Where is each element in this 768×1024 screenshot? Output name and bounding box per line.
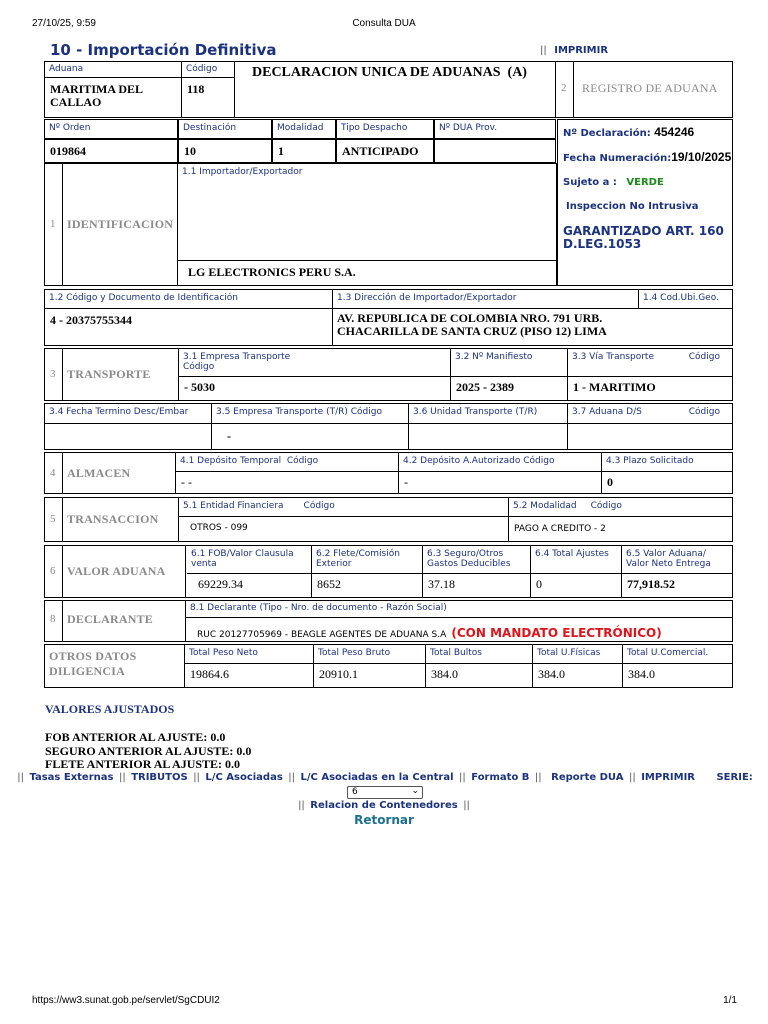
declarante-num-cell [45,601,63,641]
empresa-label [179,349,450,375]
unidad-label-cell [409,404,568,424]
valor-total-label-cell [622,546,732,574]
reporte-dua-link[interactable]: Reporte DUA [551,772,624,783]
empresa-label-cell [179,349,451,377]
fisicas-label: Total U.Físicas [537,648,601,658]
doc-label-cell [45,290,333,309]
relacion-row [0,800,768,811]
ajustados-title: VALORES AJUSTADOS [45,702,175,716]
empresa-codigo: Código [183,362,215,372]
ajustes-label: 6.4 Total Ajustes [535,549,609,559]
direccion-value: AV. REPUBLICA DE COLOMBIA NRO. 791 URB. CHACARILLA DE SANTA CRUZ (PISO 12) LIMA [337,311,607,338]
peso-neto-value-cell [185,664,314,687]
dua-prov-value [435,140,555,144]
destinacion-value-cell [178,139,272,163]
importador-value-cell [178,261,556,285]
doc-label: 1.2 Código y Documento de Identificación [49,293,238,303]
modalidad-tr-label-cell [509,498,732,517]
via-label-cell [568,349,732,377]
fecha-term-label-cell [45,404,212,424]
seguro-label-cell [423,546,531,574]
identificacion-num-cell [45,164,63,285]
bultos-value: 384.0 [431,667,458,681]
sujeto-value: VERDE [626,177,664,188]
deposito-temp-label: 4.1 Depósito Temporal Código [180,456,319,466]
declaracion-line [563,125,694,139]
aduana-ds-label: 3.7 Aduana D/S [572,407,642,417]
valor-total-value: 77,918.52 [627,577,675,591]
entidad-value: OTROS - 099 [190,523,248,533]
entidad-codigo: Código [303,501,335,511]
chevron-down-icon: ⌄ [411,786,419,796]
valor-total-label: 6.5 Valor Aduana/ Valor Neto Entrega [626,549,711,569]
lc-central-link[interactable]: L/C Asociadas en la Central [300,772,454,783]
fecha-line [563,150,731,164]
fisicas-label-cell [533,645,623,664]
unidad-value [409,424,567,428]
tributos-link[interactable]: TRIBUTOS [131,772,188,783]
transporte-num: 3 [50,368,56,380]
peso-neto-value: 19864.6 [190,667,229,681]
separator: || [298,800,305,811]
deposito-temp-value-cell [176,472,399,493]
serie-label: SERIE: [716,772,753,783]
n-orden-value: 019864 [50,144,86,158]
plazo-label: 4.3 Plazo Solicitado [606,456,694,466]
decl-value-cell [186,618,732,641]
destinacion-value: 10 [184,144,196,158]
ajustes-label-cell [531,546,622,574]
aduana-label: Aduana [49,64,84,74]
aduana-ds-value-cell [568,424,732,449]
print-url: https://ww3.sunat.gob.pe/servlet/SgCDUI2 [32,995,220,1006]
formato-b-link[interactable]: Formato B [471,772,530,783]
orden-value-cell [44,139,178,163]
empresa-value: - 5030 [184,380,215,394]
fecha-value: 19/10/2025 [671,150,732,164]
entidad-label-row [179,498,508,514]
empresa-tr-value-cell [212,424,409,449]
importador-value: LG ELECTRONICS PERU S.A. [188,265,356,279]
modalidad-tr-label: 5.2 Modalidad [513,501,577,511]
dua-prov-label: Nº DUA Prov. [439,123,498,133]
via-label: 3.3 Vía Transporte [572,352,654,362]
transaccion-num: 5 [50,513,56,525]
valor-total-value-cell [622,574,732,597]
retornar-link[interactable]: Retornar [354,813,414,827]
comercial-value-cell [623,664,732,687]
identificacion-label: IDENTIFICACION [67,217,174,231]
empresa-tr-label: 3.5 Empresa Transporte (T/R) [216,407,348,417]
doc-value: 4 - 20375755344 [50,313,132,327]
tasas-externas-link[interactable]: Tasas Externas [29,772,114,783]
otros-label: OTROS DATOS DILIGENCIA [49,649,137,678]
unidad-label: 3.6 Unidad Transporte (T/R) [413,407,538,417]
fecha-term-value [45,424,211,428]
inspeccion-text: Inspeccion No Intrusiva [566,201,699,212]
importador-label-cell [178,164,556,261]
sujeto-line [563,177,664,188]
separator: || [534,772,542,783]
relacion-contenedores-link[interactable]: Relacion de Contenedores [310,800,458,811]
direccion-label-cell [333,290,639,309]
modalidad-tr-codigo: Código [590,501,622,511]
print-top-link-wrap [540,45,608,56]
manifiesto-label: 3.2 Nº Manifiesto [455,352,533,362]
peso-bruto-label: Total Peso Bruto [318,648,391,658]
flete-label: 6.2 Flete/Comisión Exterior [316,549,400,569]
dua-prov-value-cell [434,139,556,163]
fisicas-value-cell [533,664,623,687]
separator: || [459,772,466,783]
modalidad-tr-value: PAGO A CREDITO - 2 [514,524,606,534]
fob-label-cell [187,546,312,574]
registro-num-cell [556,62,574,117]
comercial-label: Total U.Comercial. [627,648,709,658]
deposito-aut-value-cell [399,472,602,493]
bultos-label: Total Bultos [430,648,482,658]
almacen-num-cell [45,453,63,493]
bultos-value-cell [426,664,533,687]
registro-num: 2 [561,82,567,94]
transaccion-label-cell [63,498,179,541]
manifiesto-value-cell [451,377,568,400]
otros-label-cell [45,645,185,687]
fecha-term-value-cell [45,424,212,449]
imprimir-link[interactable]: IMPRIMIR [554,45,609,56]
separator: || [17,772,24,783]
modalidad-label-cell [272,119,336,139]
comercial-value: 384.0 [628,667,655,681]
mandato-text: (CON MANDATO ELECTRÓNICO) [451,626,662,640]
serie-value: 6 [352,787,358,797]
destinacion-label: Destinación [183,123,237,133]
via-value-cell [568,377,732,400]
right-info-box [557,119,733,286]
empresa-value-cell [179,377,451,400]
separator: || [540,45,547,56]
transaccion-label: TRANSACCION [67,512,159,526]
codigo-value-cell [182,78,235,117]
manifiesto-label-cell [451,349,568,377]
entidad-label: 5.1 Entidad Financiera [183,501,284,511]
aduana-ds-value [568,424,732,428]
via-value: 1 - MARITIMO [573,380,656,394]
tipo-despacho-label-cell [336,119,434,139]
empresa-tr-codigo: Código [350,407,382,417]
flete-label-cell [312,546,423,574]
peso-bruto-value-cell [314,664,426,687]
fob-label: 6.1 FOB/Valor Clausula venta [191,549,294,569]
identificacion-label-cell [63,164,178,285]
imprimir-bottom-link[interactable]: IMPRIMIR [641,772,695,783]
modalidad-value-cell [272,139,336,163]
modalidad-tr-value-cell [509,517,732,541]
decl-label: 8.1 Declarante (Tipo - Nro. de documento - Razón Social) [190,603,447,613]
declarante-label: DECLARANTE [67,612,154,626]
flete-value-cell [312,574,423,597]
plazo-label-cell [602,453,732,472]
valor-num: 6 [50,565,56,577]
fob-value-cell [187,574,312,597]
ubigeo-label: 1.4 Cod.Ubi.Geo. [643,293,719,303]
n-orden-label: Nº Orden [49,123,91,133]
empresa-title: 3.1 Empresa Transporte [183,352,291,362]
aduana-value-cell [45,78,182,117]
codigo-value: 118 [187,82,205,96]
peso-bruto-label-cell [314,645,426,664]
flete-value: 8652 [317,577,341,591]
fecha-label: Fecha Numeración: [563,153,672,164]
codigo-label: Código [186,64,218,74]
declarante-label-cell [63,601,186,641]
tipo-despacho-value-cell [336,139,434,163]
fob-anterior: FOB ANTERIOR AL AJUSTE: 0.0 [45,730,226,744]
unidad-value-cell [409,424,568,449]
seguro-label: 6.3 Seguro/Otros Gastos Deducibles [427,549,511,569]
transporte-num-cell [45,349,63,400]
declaracion-value: 454246 [654,125,695,139]
seguro-value-cell [423,574,531,597]
ajustes-value: 0 [536,577,542,591]
direccion-value-cell [333,309,732,345]
aduana-ds-label-cell [568,404,732,424]
separator: || [118,772,126,783]
transaccion-num-cell [45,498,63,541]
direccion-label: 1.3 Dirección de Importador/Exportador [337,293,517,303]
separator: || [193,772,200,783]
declaracion-label: Nº Declaración: [563,128,651,139]
bultos-label-cell [426,645,533,664]
valor-aduana-label: VALOR ADUANA [67,564,166,578]
print-page-title: Consulta DUA [352,18,416,29]
deposito-temp-value: - - [181,475,192,489]
print-datetime: 27/10/25, 9:59 [32,18,96,29]
empresa-tr-label-cell [212,404,409,424]
decl-label-cell [186,601,732,618]
entidad-value-cell [179,517,509,541]
garantizado-text: GARANTIZADO ART. 160 D.LEG.1053 [563,224,724,251]
flete-anterior: FLETE ANTERIOR AL AJUSTE: 0.0 [45,757,241,771]
almacen-label-cell [63,453,176,493]
sujeto-label: Sujeto a : [563,177,617,188]
dua-prov-label-cell [434,119,556,139]
empresa-tr-value: - [227,429,231,443]
aduana-label-cell [45,62,182,78]
seguro-anterior: SEGURO ANTERIOR AL AJUSTE: 0.0 [45,744,252,758]
aduana-ds-codigo: Código [688,407,720,417]
destinacion-label-cell [178,119,272,139]
entidad-label-cell [179,498,509,517]
orden-label-cell [44,119,178,139]
registro-cell [574,62,732,117]
separator: || [288,772,296,783]
almacen-label: ALMACEN [67,466,131,480]
aduana-ds-label-row [568,404,732,420]
modalidad-label: Modalidad [277,123,324,133]
modalidad-tr-label-row [509,498,732,514]
separator: || [628,772,636,783]
doc-value-cell [45,309,333,345]
deposito-aut-label-cell [399,453,602,472]
manifiesto-value: 2025 - 2389 [456,380,514,394]
decl-value-row [186,618,732,641]
aduana-value: MARITIMA DEL CALLAO [50,82,143,109]
tipo-despacho-label: Tipo Despacho [341,123,408,133]
empresa-tr-label-row [212,404,408,420]
page-title: 10 - Importación Definitiva [50,41,277,59]
print-header [0,0,768,40]
deposito-aut-label: 4.2 Depósito A.Autorizado Código [403,456,555,466]
ubigeo-label-cell [639,290,732,309]
identificacion-num: 1 [50,218,56,230]
peso-bruto-value: 20910.1 [319,667,358,681]
fob-value: 69229.34 [198,577,243,591]
codigo-label-cell [182,62,235,78]
transporte-label-cell [63,349,179,400]
fecha-term-label: 3.4 Fecha Termino Desc/Embar [49,407,189,417]
deposito-temp-label-cell [176,453,399,472]
valor-num-cell [45,546,63,597]
ajustes-value-cell [531,574,622,597]
serie-select[interactable] [347,786,423,799]
modalidad-value: 1 [278,144,284,158]
comercial-label-cell [623,645,732,664]
via-label-row [568,349,732,365]
valor-label-cell [63,546,186,597]
print-page-number: 1/1 [723,995,737,1006]
almacen-num: 4 [50,467,56,479]
seguro-value: 37.18 [428,577,455,591]
plazo-value: 0 [607,475,613,489]
deposito-aut-value: - [404,475,408,489]
doc-title: DECLARACION UNICA DE ADUANAS (A) [252,65,527,80]
links-bar [0,772,768,783]
doc-title-cell [235,62,556,117]
peso-neto-label: Total Peso Neto [189,648,258,658]
separator: || [463,800,470,811]
peso-neto-label-cell [185,645,314,664]
decl-value: RUC 20127705969 - BEAGLE AGENTES DE ADUANA S.A [197,630,447,640]
registro-label: REGISTRO DE ADUANA [582,81,718,95]
fisicas-value: 384.0 [538,667,565,681]
plazo-value-cell [602,472,732,493]
transporte-label: TRANSPORTE [67,367,151,381]
importador-label: 1.1 Importador/Exportador [182,167,303,177]
via-codigo: Código [688,352,720,362]
lc-asociadas-link[interactable]: L/C Asociadas [205,772,283,783]
declarante-num: 8 [50,613,56,625]
tipo-despacho-value: ANTICIPADO [342,144,419,158]
